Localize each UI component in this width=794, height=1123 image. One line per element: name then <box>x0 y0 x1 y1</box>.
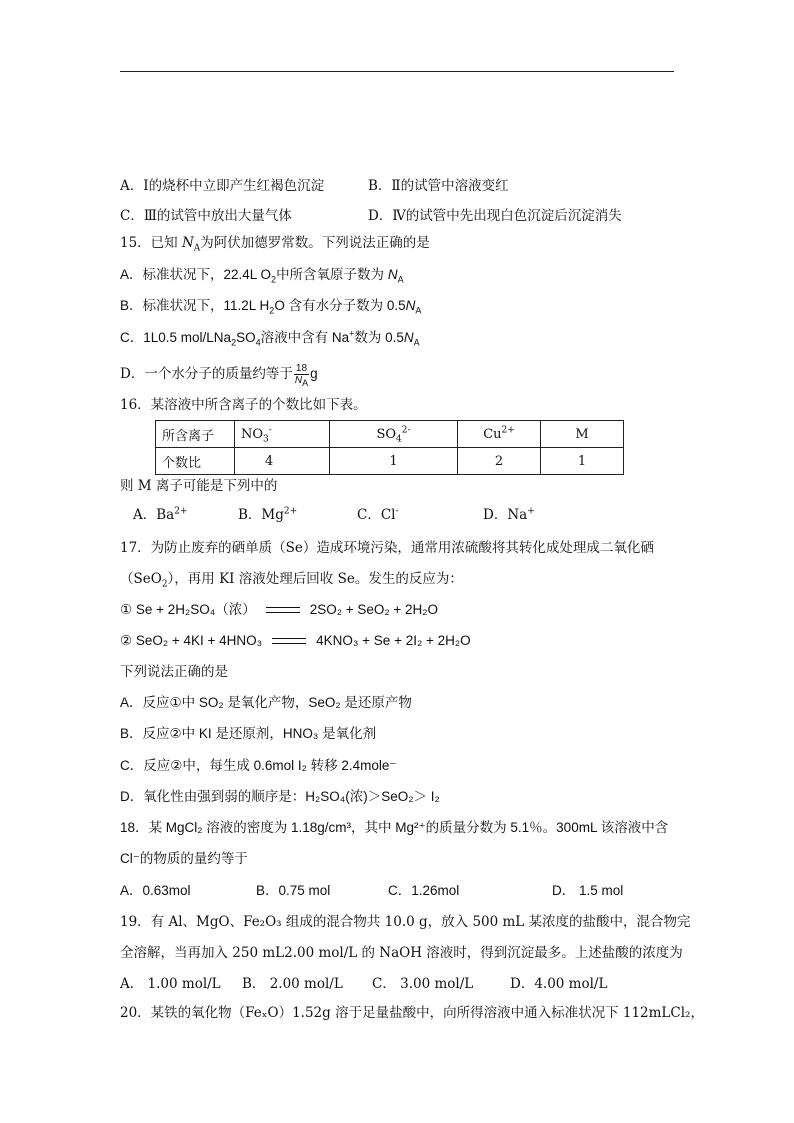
q14-option-c: C．Ⅲ的试管中放出大量气体 <box>120 208 292 224</box>
q18-line1: 18．某 MgCl₂ 溶液的密度为 1.18g/cm³，其中 Mg²⁺的质量分数为 5.1％。300mL 该溶液中含 <box>120 820 669 835</box>
q17-line1: 17．为防止废弃的硒单质（Se）造成环境污染，通常用浓硫酸将其转化成处理成二氧化硒 <box>120 540 654 556</box>
equals-arrow-icon <box>266 607 300 613</box>
q16-option-c: C．Cl- <box>357 506 399 523</box>
q14-option-a: A．Ⅰ的烧杯中立即产生红褐色沉淀 <box>120 178 325 194</box>
q18-option-a: A．0.63mol <box>120 883 191 898</box>
q14-option-b: B．Ⅱ的试管中溶液变红 <box>368 178 509 194</box>
table-header-cell: $Cu^{2+}$ <box>458 421 541 448</box>
fraction-18-over-na: $\frac{18}{N_A}$ <box>294 363 309 388</box>
q16-follow: 则 M 离子可能是下列中的 <box>120 478 278 494</box>
ion-ratio-table <box>155 420 624 475</box>
q18-option-c: C．1.26mol <box>388 883 460 898</box>
table-cell: 1 <box>541 448 624 475</box>
q17-equation-1: ① Se + 2H₂SO₄（浓） 2SO₂ + SeO₂ + 2H₂O <box>120 602 439 617</box>
q17-option-a: A．反应①中 SO₂ 是氧化产物，SeO₂ 是还原产物 <box>120 695 412 710</box>
q15-option-c: C．1L0.5 mol/$LNa_2SO_4$溶液中含有 Na+数为 $0.5N_A$ <box>120 328 420 348</box>
q18-option-b: B．0.75 mol <box>256 883 331 898</box>
q18-line2: Cl⁻的物质的量约等于 <box>120 851 248 866</box>
q19-line1: 19．有 Al、MgO、Fe₂O₃ 组成的混合物共 10.0 g，放入 500 mL 某浓度的盐酸中，混合物完 <box>120 914 691 930</box>
table-cell: 2 <box>458 448 541 475</box>
table-header-cell: $SO_4^{2-}$ <box>330 421 458 448</box>
header-rule <box>120 71 674 72</box>
q20-line1: 20．某铁的氧化物（FeₓO）1.52g 溶于足量盐酸中，向所得溶液中通入标准状况下 112mLCl₂， <box>120 1005 704 1021</box>
q19-option-b: B． 2.00 mol/L <box>242 976 343 992</box>
table-cell: 1 <box>330 448 458 475</box>
q19-option-d: D．4.00 mol/L <box>510 976 608 992</box>
q17-prompt: 下列说法正确的是 <box>120 664 228 680</box>
equals-arrow-icon <box>272 638 306 644</box>
q17-option-b: B．反应②中 KI 是还原剂，HNO₃ 是氧化剂 <box>120 726 377 741</box>
q15-stem: 15．已知 $N_A$为阿伏加德罗常数。下列说法正确的是 <box>120 235 430 254</box>
table-header-cell: $NO_3^-$ <box>235 421 330 448</box>
q18-option-d: D． 1.5 mol <box>552 883 624 898</box>
q16-option-d: D．Na+ <box>483 506 535 523</box>
q17-option-c: C．反应②中，每生成 0.6mol I₂ 转移 2.4mole⁻ <box>120 758 397 773</box>
table-header-cell: 所含离子 <box>156 421 235 448</box>
q15-option-d: D．一个水分子的质量约等于 $\frac{18}{N_A}$ g <box>120 363 318 388</box>
q17-option-d: D．氧化性由强到弱的顺序是：H₂SO₄(浓)＞SeO₂＞ I₂ <box>120 789 440 804</box>
q17-equation-2: ② SeO₂ + 4KI + 4HNO₃ 4KNO₃ + Se + 2I₂ + 2H₂O <box>120 633 471 648</box>
q16-stem: 16．某溶液中所含离子的个数比如下表。 <box>120 397 367 413</box>
q16-option-a: A．$Ba^{2+}$ <box>133 506 188 523</box>
table-row <box>156 448 624 475</box>
q15-option-a: A．标准状况下，22.4L $O_2$中所含氧原子数为 $N_A$ <box>120 267 404 285</box>
q19-line2: 全溶解，当再加入 250 mL2.00 mol/L 的 NaOH 溶液时，得到沉淀最多。上述盐酸的浓度为 <box>120 945 683 961</box>
q15-option-b: B．标准状况下，11.2L $H_2O$ 含有水分子数为 $0.5N_A$ <box>120 298 422 316</box>
q19-option-a: A． 1.00 mol/L <box>120 976 221 992</box>
q19-option-c: C． 3.00 mol/L <box>372 976 474 992</box>
table-row <box>156 421 624 448</box>
table-row-label: 个数比 <box>156 448 235 475</box>
q16-option-b: B．$Mg^{2+}$ <box>238 506 298 523</box>
table-header-cell: M <box>541 421 624 448</box>
q17-line2: （SeO$_2$），再用 KI 溶液处理后回收 Se。发生的反应为： <box>120 571 463 590</box>
q14-option-d: D．Ⅳ的试管中先出现白色沉淀后沉淀消失 <box>368 208 622 224</box>
table-cell: 4 <box>235 448 330 475</box>
